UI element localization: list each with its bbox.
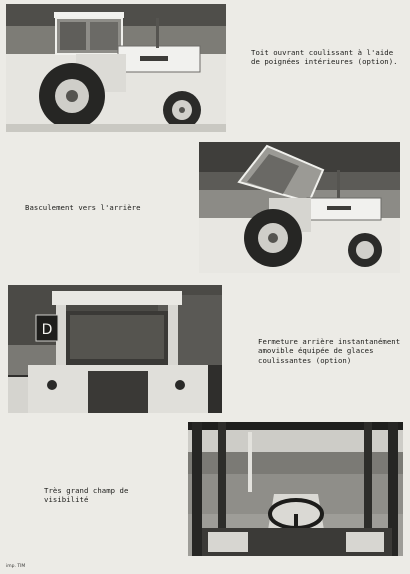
printer-imprint: imp. TIM xyxy=(6,564,26,569)
caption-line: amovible équipée de glaces xyxy=(258,346,374,356)
caption-line: de poignées intérieures (option). xyxy=(251,57,398,67)
caption-line: coulissantes (option) xyxy=(258,355,352,365)
photo-tractor-tilted-cab xyxy=(199,142,400,273)
photo-tractor-sunroof xyxy=(6,4,226,132)
caption-line: Très grand champ de xyxy=(44,486,129,495)
caption-tilt xyxy=(25,203,141,212)
cab-letter: D xyxy=(41,322,53,338)
caption-line: Toit ouvrant coulissant à l'aide xyxy=(251,48,394,57)
photo-cab-visibility xyxy=(188,422,403,556)
caption-sunroof xyxy=(251,48,398,67)
photo-cab-rear-closure xyxy=(8,285,222,413)
caption-line: visibilité xyxy=(44,495,89,505)
caption-line: Fermeture arrière instantanément xyxy=(258,337,401,346)
caption-line: Basculement vers l'arrière xyxy=(25,203,141,212)
caption-visibility xyxy=(44,486,128,505)
caption-rear-closure xyxy=(258,337,400,365)
